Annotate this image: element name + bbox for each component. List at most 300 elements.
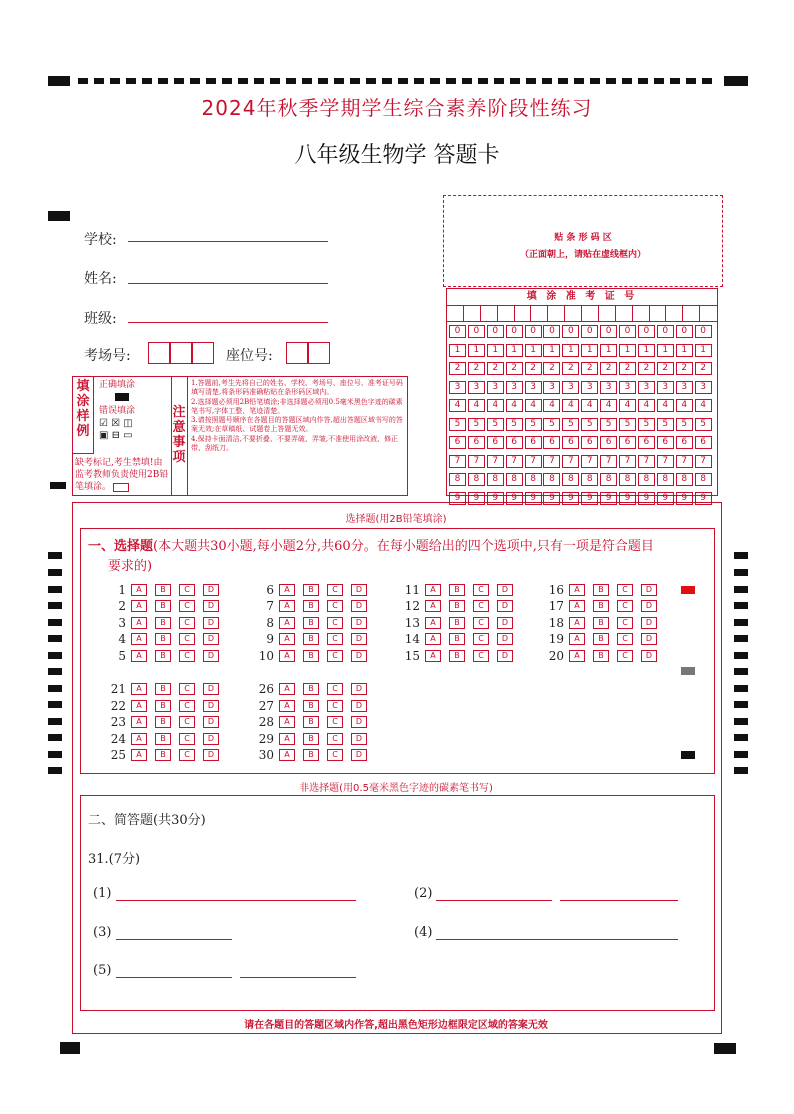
notice-label: 注意事项 xyxy=(172,405,186,465)
option-bubble-d[interactable]: D xyxy=(641,600,657,612)
exam-digit-row xyxy=(447,325,717,338)
option-bubble-a[interactable]: A xyxy=(569,650,585,662)
exam-digit-bubble[interactable]: 0 xyxy=(657,325,674,338)
exam-digit-bubble[interactable]: 9 xyxy=(543,492,560,505)
exam-digit-bubble[interactable]: 7 xyxy=(600,455,617,468)
choice-question xyxy=(398,649,521,663)
option-bubble-a[interactable]: A xyxy=(279,716,295,728)
choice-instruction-2: 要求的) xyxy=(108,559,153,574)
exam-digit-bubble[interactable]: 3 xyxy=(619,381,636,394)
exam-digit-bubble[interactable]: 1 xyxy=(487,344,504,357)
exam-digit-bubble[interactable]: 0 xyxy=(581,325,598,338)
option-bubble-a[interactable]: A xyxy=(279,749,295,761)
option-bubble-a[interactable]: A xyxy=(279,633,295,645)
exam-digit-bubble[interactable]: 3 xyxy=(506,381,523,394)
exam-digit-bubble[interactable]: 8 xyxy=(543,473,560,486)
option-bubble-c[interactable]: C xyxy=(617,617,633,629)
exam-digit-bubble[interactable]: 8 xyxy=(600,473,617,486)
exam-digit-bubble[interactable]: 1 xyxy=(468,344,485,357)
exam-digit-bubble[interactable]: 3 xyxy=(657,381,674,394)
option-bubble-c[interactable]: C xyxy=(473,584,489,596)
option-bubble-b[interactable]: B xyxy=(155,600,171,612)
option-bubble-a[interactable]: A xyxy=(131,716,147,728)
exam-digit-bubble[interactable]: 9 xyxy=(525,492,542,505)
option-bubble-d[interactable]: D xyxy=(203,700,219,712)
exam-digit-bubble[interactable]: 0 xyxy=(695,325,712,338)
exam-digit-bubble[interactable]: 9 xyxy=(562,492,579,505)
exam-digit-row xyxy=(447,473,717,486)
option-bubble-a[interactable]: A xyxy=(569,633,585,645)
timing-mark xyxy=(48,767,62,774)
exam-digit-bubble[interactable]: 4 xyxy=(562,399,579,412)
exam-digit-bubble[interactable]: 4 xyxy=(449,399,466,412)
exam-digit-bubble[interactable]: 5 xyxy=(506,418,523,431)
option-bubble-c[interactable]: C xyxy=(473,600,489,612)
option-bubble-d[interactable]: D xyxy=(641,650,657,662)
exam-digit-bubble[interactable]: 7 xyxy=(543,455,560,468)
exam-digit-bubble[interactable]: 6 xyxy=(600,436,617,449)
question-number: 10 xyxy=(258,649,274,663)
exam-digit-bubble[interactable]: 3 xyxy=(600,381,617,394)
exam-digit-bubble[interactable]: 8 xyxy=(657,473,674,486)
option-bubble-d[interactable]: D xyxy=(203,633,219,645)
option-bubble-c[interactable]: C xyxy=(327,733,343,745)
option-bubble-d[interactable]: D xyxy=(497,650,513,662)
exam-digit-bubble[interactable]: 0 xyxy=(449,325,466,338)
option-bubble-d[interactable]: D xyxy=(351,617,367,629)
option-bubble-b[interactable]: B xyxy=(449,584,465,596)
option-bubble-d[interactable]: D xyxy=(351,650,367,662)
option-bubble-c[interactable]: C xyxy=(327,584,343,596)
option-bubble-b[interactable]: B xyxy=(449,650,465,662)
option-bubble-c[interactable]: C xyxy=(327,749,343,761)
option-bubble-d[interactable]: D xyxy=(641,633,657,645)
mark-black xyxy=(681,751,695,759)
exam-digit-bubble[interactable]: 3 xyxy=(562,381,579,394)
exam-digit-bubble[interactable]: 2 xyxy=(619,362,636,375)
exam-digit-bubble[interactable]: 1 xyxy=(619,344,636,357)
exam-digit-bubble[interactable]: 5 xyxy=(619,418,636,431)
exam-digit-bubble[interactable]: 6 xyxy=(676,436,693,449)
exam-digit-bubble[interactable]: 7 xyxy=(468,455,485,468)
exam-digit-bubble[interactable]: 6 xyxy=(619,436,636,449)
exam-digit-bubble[interactable]: 6 xyxy=(506,436,523,449)
option-bubble-c[interactable]: C xyxy=(327,600,343,612)
option-bubble-b[interactable]: B xyxy=(155,716,171,728)
question-number: 18 xyxy=(548,616,564,630)
option-bubble-a[interactable]: A xyxy=(131,700,147,712)
option-bubble-b[interactable]: B xyxy=(303,600,319,612)
exam-digit-bubble[interactable]: 4 xyxy=(543,399,560,412)
exam-digit-bubble[interactable]: 8 xyxy=(581,473,598,486)
option-bubble-a[interactable]: A xyxy=(279,650,295,662)
exam-digit-bubble[interactable]: 3 xyxy=(581,381,598,394)
exam-digit-bubble[interactable]: 7 xyxy=(525,455,542,468)
timing-mark xyxy=(48,602,62,609)
option-bubble-a[interactable]: A xyxy=(569,584,585,596)
exam-digit-bubble[interactable]: 2 xyxy=(562,362,579,375)
exam-digit-bubble[interactable]: 6 xyxy=(695,436,712,449)
exam-digit-bubble[interactable]: 3 xyxy=(468,381,485,394)
option-bubble-d[interactable]: D xyxy=(351,700,367,712)
exam-digit-bubble[interactable]: 5 xyxy=(581,418,598,431)
option-bubble-b[interactable]: B xyxy=(155,633,171,645)
exam-digit-bubble[interactable]: 1 xyxy=(506,344,523,357)
option-bubble-a[interactable]: A xyxy=(131,617,147,629)
exam-digit-bubble[interactable]: 5 xyxy=(525,418,542,431)
option-bubble-a[interactable]: A xyxy=(425,650,441,662)
exam-digit-bubble[interactable]: 8 xyxy=(449,473,466,486)
exam-digit-bubble[interactable]: 7 xyxy=(487,455,504,468)
option-bubble-b[interactable]: B xyxy=(449,600,465,612)
exam-digit-bubble[interactable]: 0 xyxy=(562,325,579,338)
exam-number-grid xyxy=(446,288,718,503)
option-bubble-d[interactable]: D xyxy=(641,617,657,629)
exam-digit-bubble[interactable]: 4 xyxy=(600,399,617,412)
option-bubble-b[interactable]: B xyxy=(593,650,609,662)
exam-digit-bubble[interactable]: 4 xyxy=(506,399,523,412)
option-bubble-a[interactable]: A xyxy=(279,584,295,596)
option-bubble-d[interactable]: D xyxy=(203,716,219,728)
exam-digit-bubble[interactable]: 4 xyxy=(695,399,712,412)
exam-digit-bubble[interactable]: 6 xyxy=(638,436,655,449)
exam-digit-bubble[interactable]: 1 xyxy=(600,344,617,357)
option-bubble-d[interactable]: D xyxy=(351,683,367,695)
exam-digit-bubble[interactable]: 6 xyxy=(487,436,504,449)
exam-digit-bubble[interactable]: 0 xyxy=(638,325,655,338)
exam-digit-bubble[interactable]: 2 xyxy=(695,362,712,375)
exam-digit-bubble[interactable]: 9 xyxy=(600,492,617,505)
option-bubble-b[interactable]: B xyxy=(593,617,609,629)
exam-digit-bubble[interactable]: 9 xyxy=(468,492,485,505)
option-bubble-b[interactable]: B xyxy=(449,633,465,645)
option-bubble-c[interactable]: C xyxy=(617,584,633,596)
exam-digit-row xyxy=(447,455,717,468)
class-input[interactable] xyxy=(128,322,328,323)
exam-number-input-row[interactable] xyxy=(447,306,717,322)
exam-digit-bubble[interactable]: 9 xyxy=(619,492,636,505)
exam-digit-bubble[interactable]: 5 xyxy=(468,418,485,431)
exam-digit-bubble[interactable]: 2 xyxy=(543,362,560,375)
exam-digit-bubble[interactable]: 4 xyxy=(525,399,542,412)
exam-digit-bubble[interactable]: 3 xyxy=(487,381,504,394)
option-bubble-c[interactable]: C xyxy=(179,700,195,712)
option-bubble-a[interactable]: A xyxy=(569,600,585,612)
option-bubble-c[interactable]: C xyxy=(617,650,633,662)
blank-5-input-a[interactable] xyxy=(116,977,232,978)
timing-mark xyxy=(48,652,62,659)
blank-2-input-b[interactable] xyxy=(560,900,678,901)
exam-digit-bubble[interactable]: 7 xyxy=(581,455,598,468)
option-bubble-d[interactable]: D xyxy=(203,749,219,761)
option-bubble-b[interactable]: B xyxy=(155,749,171,761)
option-bubble-d[interactable]: D xyxy=(203,650,219,662)
exam-digit-bubble[interactable]: 1 xyxy=(638,344,655,357)
blank-2-input-a[interactable] xyxy=(436,900,552,901)
exam-digit-bubble[interactable]: 6 xyxy=(525,436,542,449)
option-bubble-b[interactable]: B xyxy=(155,733,171,745)
exam-digit-bubble[interactable]: 8 xyxy=(619,473,636,486)
choice-question xyxy=(104,616,227,630)
option-bubble-a[interactable]: A xyxy=(279,700,295,712)
option-bubble-b[interactable]: B xyxy=(303,617,319,629)
option-bubble-a[interactable]: A xyxy=(279,600,295,612)
exam-digit-bubble[interactable]: 6 xyxy=(562,436,579,449)
option-bubble-c[interactable]: C xyxy=(179,683,195,695)
exam-digit-bubble[interactable]: 9 xyxy=(449,492,466,505)
choice-question xyxy=(542,632,665,646)
exam-digit-bubble[interactable]: 0 xyxy=(543,325,560,338)
school-input[interactable] xyxy=(128,241,328,242)
exam-digit-bubble[interactable]: 5 xyxy=(543,418,560,431)
exam-digit-bubble[interactable]: 4 xyxy=(657,399,674,412)
exam-digit-bubble[interactable]: 9 xyxy=(638,492,655,505)
option-bubble-a[interactable]: A xyxy=(569,617,585,629)
option-bubble-b[interactable]: B xyxy=(303,633,319,645)
exam-digit-bubble[interactable]: 3 xyxy=(676,381,693,394)
exam-digit-bubble[interactable]: 1 xyxy=(525,344,542,357)
option-bubble-c[interactable]: C xyxy=(617,633,633,645)
exam-digit-bubble[interactable]: 8 xyxy=(487,473,504,486)
exam-digit-bubble[interactable]: 8 xyxy=(562,473,579,486)
exam-digit-bubble[interactable]: 7 xyxy=(506,455,523,468)
option-bubble-c[interactable]: C xyxy=(473,617,489,629)
exam-digit-bubble[interactable]: 3 xyxy=(695,381,712,394)
option-bubble-d[interactable]: D xyxy=(351,733,367,745)
option-bubble-a[interactable]: A xyxy=(131,584,147,596)
exam-digit-bubble[interactable]: 6 xyxy=(468,436,485,449)
option-bubble-c[interactable]: C xyxy=(327,716,343,728)
blank-4-input[interactable] xyxy=(436,939,678,940)
timing-mark xyxy=(734,569,748,576)
option-bubble-d[interactable]: D xyxy=(497,633,513,645)
option-bubble-c[interactable]: C xyxy=(179,733,195,745)
exam-digit-bubble[interactable]: 4 xyxy=(468,399,485,412)
exam-digit-bubble[interactable]: 7 xyxy=(638,455,655,468)
option-bubble-b[interactable]: B xyxy=(303,749,319,761)
option-bubble-d[interactable]: D xyxy=(351,716,367,728)
option-bubble-c[interactable]: C xyxy=(179,716,195,728)
option-bubble-b[interactable]: B xyxy=(303,733,319,745)
exam-digit-bubble[interactable]: 7 xyxy=(562,455,579,468)
option-bubble-d[interactable]: D xyxy=(203,617,219,629)
exam-digit-bubble[interactable]: 7 xyxy=(676,455,693,468)
option-bubble-a[interactable]: A xyxy=(279,683,295,695)
option-bubble-b[interactable]: B xyxy=(449,617,465,629)
option-bubble-b[interactable]: B xyxy=(593,633,609,645)
option-bubble-b[interactable]: B xyxy=(303,683,319,695)
option-bubble-c[interactable]: C xyxy=(179,617,195,629)
exam-digit-bubble[interactable]: 9 xyxy=(487,492,504,505)
option-bubble-a[interactable]: A xyxy=(131,633,147,645)
exam-digit-bubble[interactable]: 2 xyxy=(638,362,655,375)
option-bubble-a[interactable]: A xyxy=(131,733,147,745)
exam-digit-bubble[interactable]: 9 xyxy=(657,492,674,505)
option-bubble-a[interactable]: A xyxy=(131,749,147,761)
exam-digit-bubble[interactable]: 0 xyxy=(676,325,693,338)
exam-digit-bubble[interactable]: 1 xyxy=(562,344,579,357)
exam-digit-bubble[interactable]: 4 xyxy=(619,399,636,412)
exam-digit-bubble[interactable]: 2 xyxy=(600,362,617,375)
option-bubble-a[interactable]: A xyxy=(131,650,147,662)
exam-digit-bubble[interactable]: 4 xyxy=(638,399,655,412)
exam-digit-bubble[interactable]: 6 xyxy=(581,436,598,449)
wrong-fill-label: 错误填涂 xyxy=(99,406,136,416)
exam-digit-bubble[interactable]: 5 xyxy=(657,418,674,431)
option-bubble-b[interactable]: B xyxy=(593,584,609,596)
exam-digit-bubble[interactable]: 5 xyxy=(695,418,712,431)
choice-question xyxy=(104,748,227,762)
exam-digit-bubble[interactable]: 2 xyxy=(581,362,598,375)
option-bubble-c[interactable]: C xyxy=(473,633,489,645)
exam-digit-bubble[interactable]: 1 xyxy=(695,344,712,357)
exam-digit-bubble[interactable]: 3 xyxy=(543,381,560,394)
option-bubble-c[interactable]: C xyxy=(179,650,195,662)
exam-digit-bubble[interactable]: 6 xyxy=(657,436,674,449)
option-bubble-a[interactable]: A xyxy=(425,633,441,645)
exam-digit-bubble[interactable]: 7 xyxy=(619,455,636,468)
option-bubble-d[interactable]: D xyxy=(497,584,513,596)
option-bubble-d[interactable]: D xyxy=(203,683,219,695)
exam-digit-bubble[interactable]: 9 xyxy=(695,492,712,505)
exam-digit-bubble[interactable]: 3 xyxy=(638,381,655,394)
exam-digit-bubble[interactable]: 5 xyxy=(638,418,655,431)
exam-digit-bubble[interactable]: 2 xyxy=(657,362,674,375)
option-bubble-b[interactable]: B xyxy=(155,683,171,695)
exam-digit-bubble[interactable]: 1 xyxy=(449,344,466,357)
option-bubble-d[interactable]: D xyxy=(351,633,367,645)
exam-digit-bubble[interactable]: 1 xyxy=(581,344,598,357)
exam-digit-bubble[interactable]: 0 xyxy=(525,325,542,338)
exam-digit-bubble[interactable]: 1 xyxy=(657,344,674,357)
absent-mark-box[interactable] xyxy=(113,483,129,492)
option-bubble-a[interactable]: A xyxy=(279,617,295,629)
timing-mark xyxy=(734,619,748,626)
option-bubble-a[interactable]: A xyxy=(425,617,441,629)
option-bubble-b[interactable]: B xyxy=(303,716,319,728)
exam-digit-bubble[interactable]: 1 xyxy=(676,344,693,357)
option-bubble-a[interactable]: A xyxy=(131,600,147,612)
blank-2-label: (2) xyxy=(414,886,433,901)
choice-question xyxy=(252,616,375,630)
exam-digit-bubble[interactable]: 2 xyxy=(487,362,504,375)
option-bubble-d[interactable]: D xyxy=(641,584,657,596)
exam-digit-bubble[interactable]: 8 xyxy=(468,473,485,486)
question-number: 3 xyxy=(118,616,126,630)
option-bubble-c[interactable]: C xyxy=(327,617,343,629)
exam-digit-bubble[interactable]: 2 xyxy=(449,362,466,375)
option-bubble-d[interactable]: D xyxy=(203,584,219,596)
option-bubble-b[interactable]: B xyxy=(155,584,171,596)
name-input[interactable] xyxy=(128,283,328,284)
option-bubble-a[interactable]: A xyxy=(425,600,441,612)
option-bubble-b[interactable]: B xyxy=(303,584,319,596)
exam-number-title: 填 涂 准 考 证 号 xyxy=(447,289,717,306)
blank-1-input[interactable] xyxy=(116,900,356,901)
barcode-area[interactable] xyxy=(443,195,723,287)
option-bubble-c[interactable]: C xyxy=(327,633,343,645)
exam-digit-bubble[interactable]: 2 xyxy=(525,362,542,375)
option-bubble-d[interactable]: D xyxy=(351,584,367,596)
exam-digit-bubble[interactable]: 7 xyxy=(657,455,674,468)
exam-digit-bubble[interactable]: 0 xyxy=(506,325,523,338)
option-bubble-b[interactable]: B xyxy=(155,650,171,662)
exam-digit-bubble[interactable]: 5 xyxy=(487,418,504,431)
option-bubble-a[interactable]: A xyxy=(279,733,295,745)
option-bubble-d[interactable]: D xyxy=(351,749,367,761)
exam-digit-bubble[interactable]: 5 xyxy=(562,418,579,431)
option-bubble-c[interactable]: C xyxy=(179,749,195,761)
option-bubble-c[interactable]: C xyxy=(327,650,343,662)
exam-digit-bubble[interactable]: 4 xyxy=(676,399,693,412)
exam-digit-bubble[interactable]: 0 xyxy=(468,325,485,338)
exam-digit-bubble[interactable]: 5 xyxy=(449,418,466,431)
exam-digit-bubble[interactable]: 8 xyxy=(695,473,712,486)
option-bubble-c[interactable]: C xyxy=(179,600,195,612)
seat-label: 座位号: xyxy=(226,348,273,364)
option-bubble-b[interactable]: B xyxy=(593,600,609,612)
option-bubble-d[interactable]: D xyxy=(203,600,219,612)
exam-digit-bubble[interactable]: 5 xyxy=(600,418,617,431)
option-bubble-c[interactable]: C xyxy=(617,600,633,612)
option-bubble-d[interactable]: D xyxy=(351,600,367,612)
option-bubble-d[interactable]: D xyxy=(497,600,513,612)
exam-digit-bubble[interactable]: 7 xyxy=(695,455,712,468)
exam-digit-bubble[interactable]: 2 xyxy=(468,362,485,375)
option-bubble-a[interactable]: A xyxy=(425,584,441,596)
exam-digit-bubble[interactable]: 0 xyxy=(600,325,617,338)
exam-digit-bubble[interactable]: 3 xyxy=(449,381,466,394)
option-bubble-b[interactable]: B xyxy=(303,650,319,662)
option-bubble-d[interactable]: D xyxy=(203,733,219,745)
exam-digit-bubble[interactable]: 0 xyxy=(487,325,504,338)
exam-digit-bubble[interactable]: 2 xyxy=(506,362,523,375)
option-bubble-c[interactable]: C xyxy=(179,633,195,645)
option-bubble-c[interactable]: C xyxy=(327,700,343,712)
option-bubble-b[interactable]: B xyxy=(155,700,171,712)
blank-5-input-b[interactable] xyxy=(240,977,356,978)
exam-digit-bubble[interactable]: 4 xyxy=(581,399,598,412)
option-bubble-c[interactable]: C xyxy=(179,584,195,596)
exam-digit-bubble[interactable]: 6 xyxy=(449,436,466,449)
option-bubble-c[interactable]: C xyxy=(473,650,489,662)
exam-digit-bubble[interactable]: 9 xyxy=(581,492,598,505)
exam-digit-bubble[interactable]: 8 xyxy=(676,473,693,486)
exam-digit-bubble[interactable]: 5 xyxy=(676,418,693,431)
option-bubble-c[interactable]: C xyxy=(327,683,343,695)
exam-digit-bubble[interactable]: 4 xyxy=(487,399,504,412)
exam-digit-bubble[interactable]: 8 xyxy=(506,473,523,486)
exam-digit-bubble[interactable]: 8 xyxy=(525,473,542,486)
option-bubble-a[interactable]: A xyxy=(131,683,147,695)
option-bubble-b[interactable]: B xyxy=(303,700,319,712)
exam-digit-bubble[interactable]: 6 xyxy=(543,436,560,449)
blank-3-input[interactable] xyxy=(116,939,232,940)
exam-digit-bubble[interactable]: 7 xyxy=(449,455,466,468)
exam-digit-bubble[interactable]: 2 xyxy=(676,362,693,375)
exam-digit-bubble[interactable]: 8 xyxy=(638,473,655,486)
exam-digit-bubble[interactable]: 3 xyxy=(525,381,542,394)
timing-mark xyxy=(48,635,62,642)
question-number: 27 xyxy=(258,699,274,713)
exam-digit-bubble[interactable]: 9 xyxy=(676,492,693,505)
question-number: 25 xyxy=(110,748,126,762)
exam-digit-bubble[interactable]: 0 xyxy=(619,325,636,338)
option-bubble-b[interactable]: B xyxy=(155,617,171,629)
exam-digit-bubble[interactable]: 9 xyxy=(506,492,523,505)
exam-digit-bubble[interactable]: 1 xyxy=(543,344,560,357)
option-bubble-d[interactable]: D xyxy=(497,617,513,629)
